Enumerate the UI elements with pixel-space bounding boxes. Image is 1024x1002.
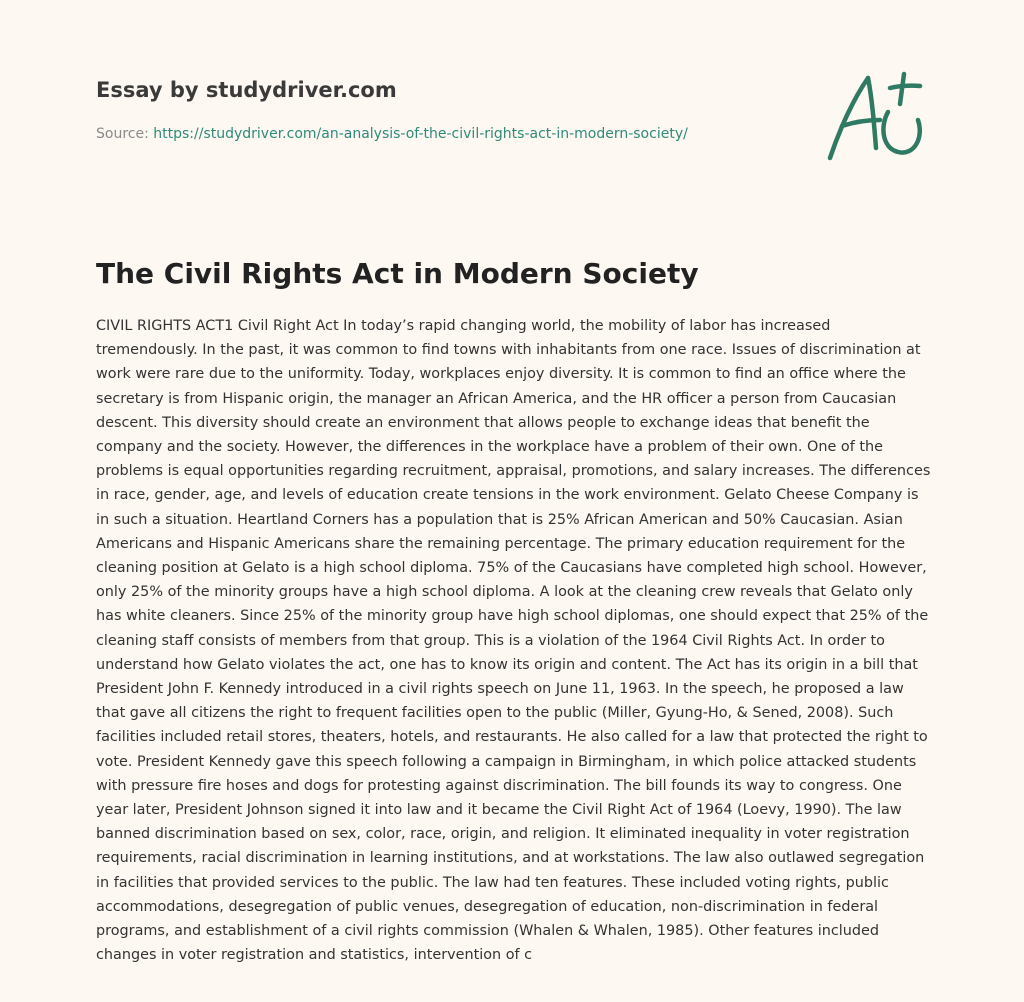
source-link[interactable]: https://studydriver.com/an-analysis-of-the-civil-rights-act-in-modern-society/ xyxy=(153,126,688,142)
essay-body: CIVIL RIGHTS ACT1 Civil Right Act In today’s rapid changing world, the mobility of labor has increased tremendously. In the past, it was common to find towns with inhabitants from one race. Issues of discrimination at work were rare due to the uniformity. Today, workplaces enjoy diversity. It is common to find an office where the secretary is from Hispanic origin, the manager an African America, and the HR officer a person from Caucasian descent. This diversity should create an environment that allows people to exchange ideas that benefit the company and the society. However, the differences in the workplace have a problem of their own. One of the problems is equal opportunities regarding recruitment, appraisal, promotions, and salary increases. The differences in race, gender, age, and levels of education create tensions in the work environment. Gelato Cheese Company is in such a situation. Heartland Corners has a population that is 25% African American and 50% Caucasian. Asian Americans and Hispanic Americans share the remaining percentage. The primary education requirement for the cleaning position at Gelato is a high school diploma. 75% of the Caucasians have completed high school. However, only 25% of the minority groups have a high school diploma. A look at the cleaning crew reveals that Gelato only has white cleaners. Since 25% of the minority group have high school diplomas, one should expect that 25% of the cleaning staff consists of members from that group. This is a violation of the 1964 Civil Rights Act. In order to understand how Gelato violates the act, one has to know its origin and content. The Act has its origin in a bill that President John F. Kennedy introduced in a civil rights speech on June 11, 1963. In the speech, he proposed a law that gave all citizens the right to frequent facilities open to the public (Miller, Gyung-Ho, & Sened, 2008). Such facilities included retail stores, theaters, hotels, and restaurants. He also called for a law that protected the right to vote. President Kennedy gave this speech following a campaign in Birmingham, in which police attacked students with pressure fire hoses and dogs for protesting against discrimination. The bill founds its way to congress. One year later, President Johnson signed it into law and it became the Civil Right Act of 1964 (Loevy, 1990). The law banned discrimination based on sex, color, race, origin, and religion. It eliminated inequality in voter registration requirements, racial discrimination in learning institutions, and at workstations. The law also outlawed segregation in facilities that provided services to the public. The law had ten features. These included voting rights, public accommodations, desegregation of public venues, desegregation of education, non-discrimination in federal programs, and establishment of a civil rights commission (Whalen & Whalen, 1985). Other features included changes in voter registration and statistics, intervention of c xyxy=(96,318,931,964)
source-line xyxy=(96,124,796,144)
a-plus-logo-icon xyxy=(820,68,930,164)
page-header xyxy=(96,76,796,144)
source-label: Source: xyxy=(96,126,154,142)
essay-title: The Civil Rights Act in Modern Society xyxy=(96,257,699,290)
brand-title: Essay by studydriver.com xyxy=(96,78,397,102)
